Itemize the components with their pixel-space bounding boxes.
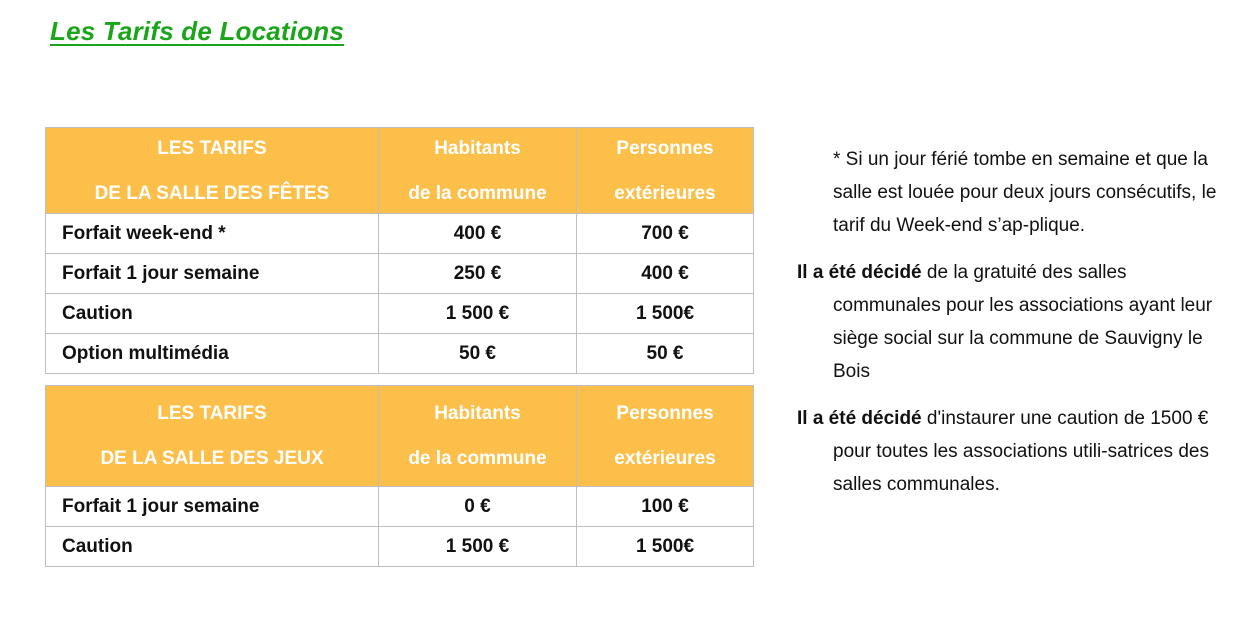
row-label: Caution bbox=[46, 294, 379, 334]
header-text: extérieures bbox=[614, 448, 716, 469]
price-habitants: 250 € bbox=[379, 254, 577, 294]
header-text: Personnes bbox=[616, 137, 714, 159]
header-text: de la commune bbox=[408, 182, 547, 204]
notes-panel bbox=[797, 143, 1237, 501]
header-cell-salle bbox=[46, 128, 379, 214]
header-text: LES TARIFS bbox=[157, 403, 267, 424]
tarifs-salle-des-fetes-table bbox=[45, 127, 754, 374]
header-text: DE LA SALLE DES FÊTES bbox=[94, 182, 330, 204]
price-exterieures: 1 500€ bbox=[577, 294, 754, 334]
header-text: Habitants bbox=[434, 137, 521, 159]
price-exterieures: 700 € bbox=[577, 214, 754, 254]
header-cell-habitants bbox=[379, 128, 577, 214]
tarifs-salle-des-jeux-table bbox=[45, 385, 754, 567]
row-label: Forfait 1 jour semaine bbox=[46, 254, 379, 294]
note-text: d'instaurer une caution de 1500 € pour toutes les associations utili-satrices des salles communales. bbox=[833, 408, 1209, 495]
note-gratuite-associations bbox=[797, 256, 1237, 388]
table-row bbox=[46, 254, 754, 294]
table-header-row bbox=[46, 386, 754, 487]
table-row bbox=[46, 214, 754, 254]
price-exterieures: 50 € bbox=[577, 334, 754, 374]
page-title: Les Tarifs de Locations bbox=[50, 16, 345, 46]
note-jour-ferie: * Si un jour férié tombe en semaine et que la salle est louée pour deux jours consécutifs, le tarif du Week-end s’ap-plique. bbox=[833, 149, 1217, 236]
header-text: LES TARIFS bbox=[157, 137, 267, 159]
header-cell-habitants bbox=[379, 386, 577, 487]
header-cell-exterieures bbox=[577, 128, 754, 214]
price-habitants: 0 € bbox=[379, 487, 577, 527]
table-header-row bbox=[46, 128, 754, 214]
header-text: extérieures bbox=[614, 182, 716, 204]
header-cell-salle bbox=[46, 386, 379, 487]
price-habitants: 50 € bbox=[379, 334, 577, 374]
price-habitants: 1 500 € bbox=[379, 527, 577, 567]
table-row bbox=[46, 487, 754, 527]
row-label: Option multimédia bbox=[46, 334, 379, 374]
header-text: de la commune bbox=[408, 448, 547, 469]
note-text: de la gratuité des salles communales pour les associations ayant leur siège social sur la commune de Sauvigny le Bois bbox=[833, 262, 1213, 382]
note-caution-associations bbox=[797, 402, 1237, 501]
row-label: Caution bbox=[46, 527, 379, 567]
row-label: Forfait 1 jour semaine bbox=[46, 487, 379, 527]
table-row bbox=[46, 527, 754, 567]
header-text: Habitants bbox=[434, 403, 521, 424]
price-habitants: 1 500 € bbox=[379, 294, 577, 334]
header-text: DE LA SALLE DES JEUX bbox=[100, 448, 324, 469]
price-habitants: 400 € bbox=[379, 214, 577, 254]
table-row bbox=[46, 294, 754, 334]
price-exterieures: 100 € bbox=[577, 487, 754, 527]
price-exterieures: 1 500€ bbox=[577, 527, 754, 567]
header-cell-exterieures bbox=[577, 386, 754, 487]
row-label: Forfait week-end * bbox=[46, 214, 379, 254]
header-text: Personnes bbox=[616, 403, 714, 424]
note-emphasis: Il a été décidé bbox=[797, 262, 922, 283]
table-row bbox=[46, 334, 754, 374]
note-emphasis: Il a été décidé bbox=[797, 408, 922, 429]
price-exterieures: 400 € bbox=[577, 254, 754, 294]
